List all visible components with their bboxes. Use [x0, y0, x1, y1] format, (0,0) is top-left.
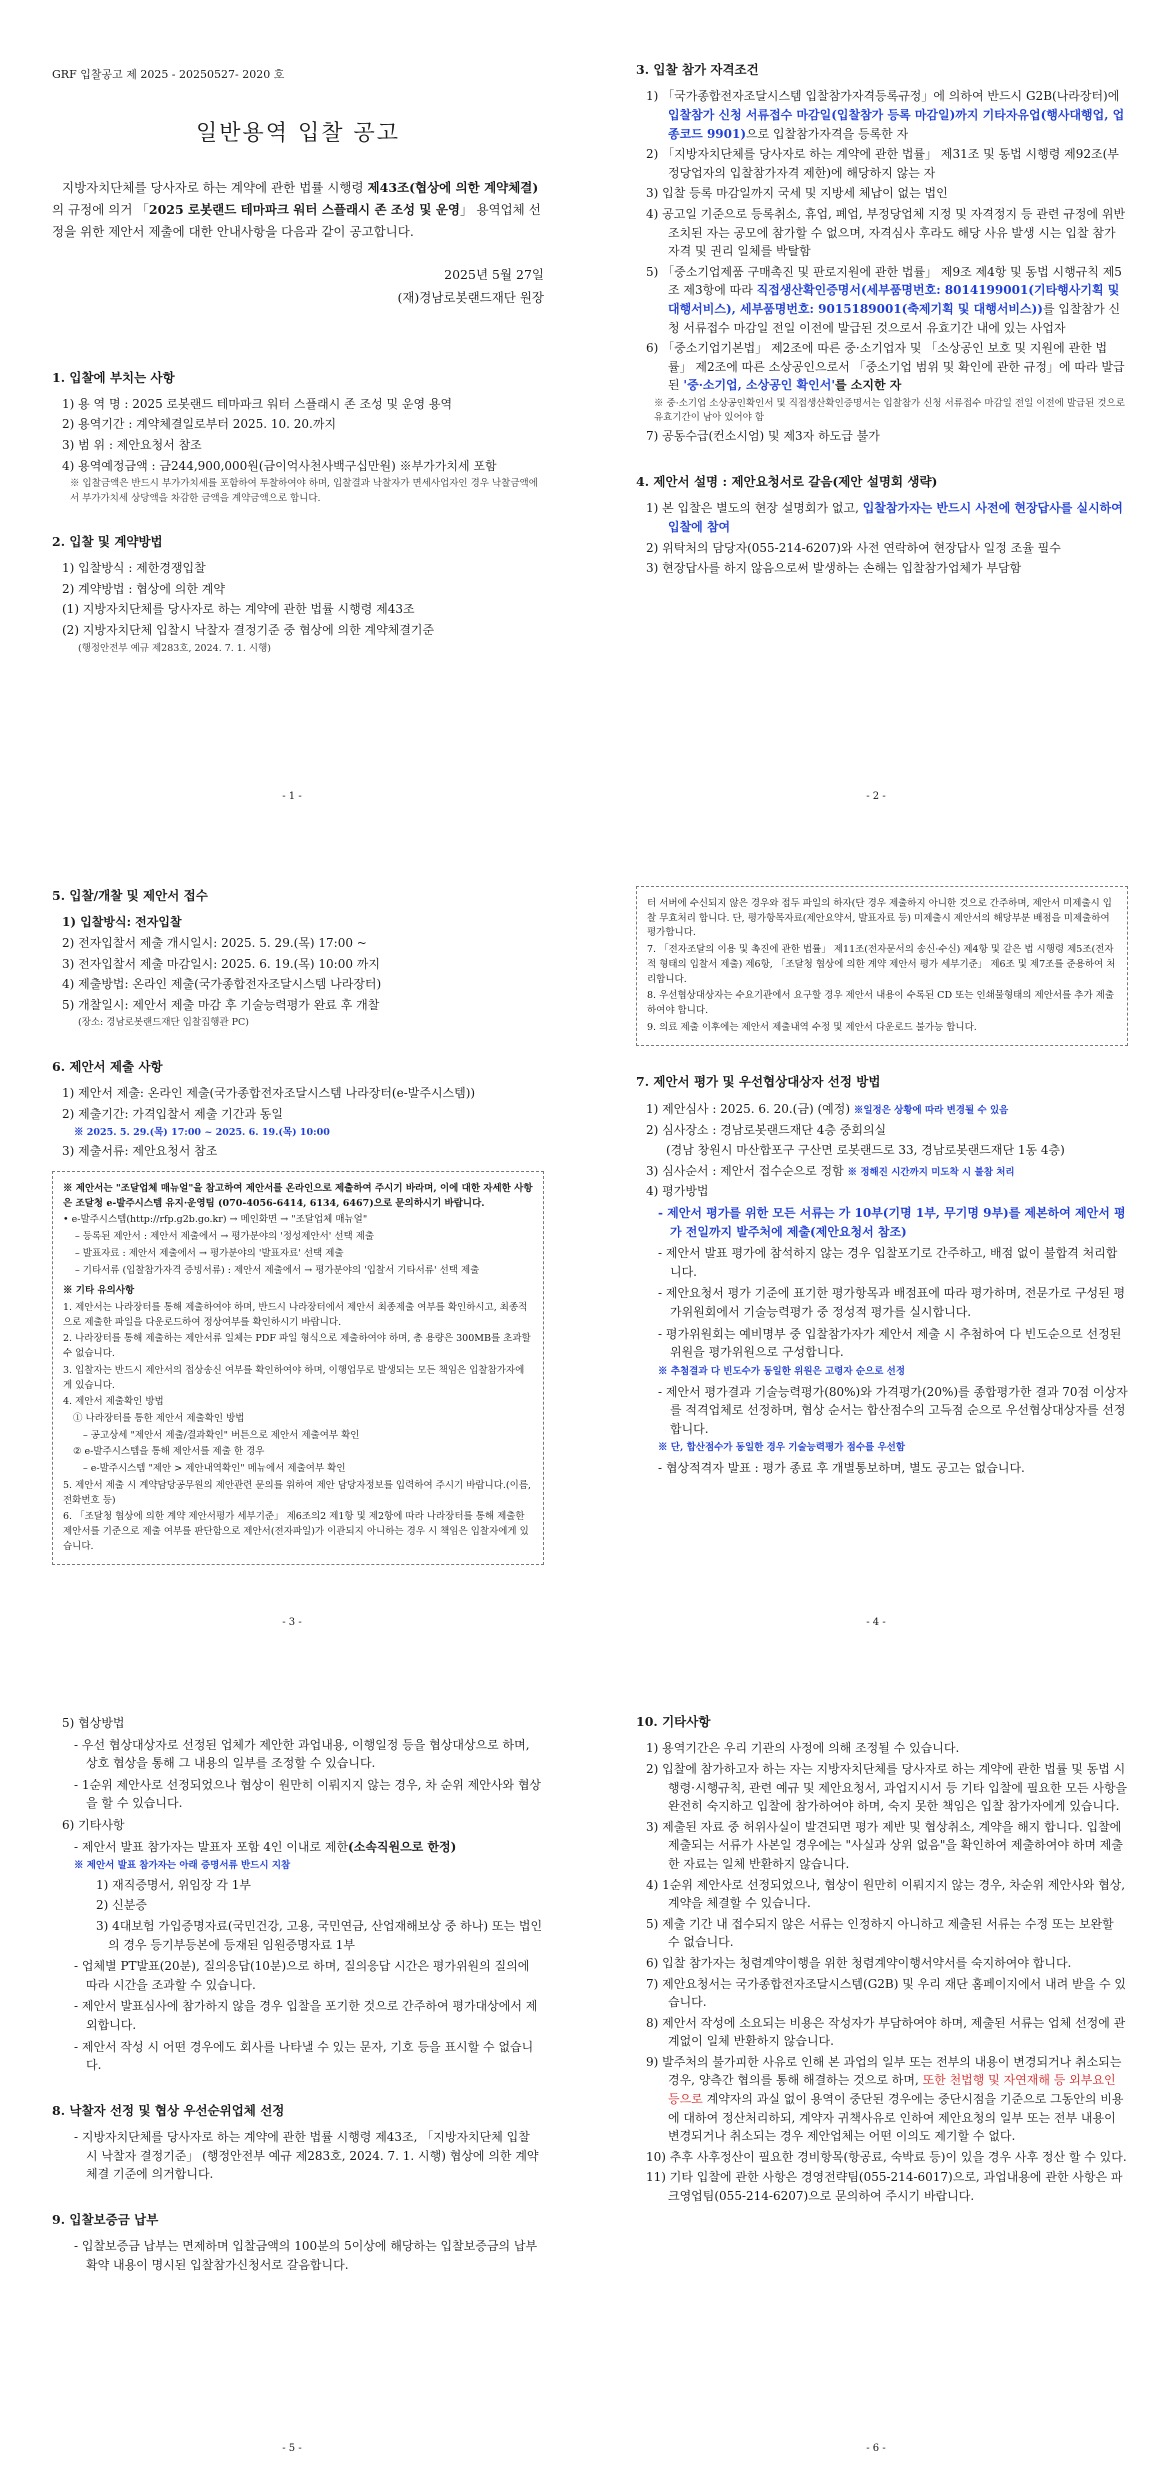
list-item: 7) 제안요청서는 국가종합전자조달시스템(G2B) 및 우리 재단 홈페이지에서 내려 받을 수 있습니다.: [646, 1976, 1126, 2010]
list-item: 5) 「중소기업제품 구매촉진 및 판로지원에 관한 법률」 제9조 제4항 및 동법 시행규칙 제5조 제3항에 따라 직접생산확인증명서(세부품명번호: 8014199001(기타행사기획 및 대행서비스), 세부품명번호: 9015189001(축제기획 및 대행서비스))를 입찰참가 신청 서류접수 마감일 전일 이전에 발급된 것으로서 유효기간 내에 있는 사업자: [646, 264, 1122, 335]
box-line: ② e-발주시스템을 통해 제안서를 제출 한 경우: [73, 1446, 265, 1458]
page-3: [0, 826, 584, 1652]
list-item: 6) 입찰 참가자는 청렴계약이행을 위한 청렴계약이행서약서를 숙지하여야 합니다.: [646, 1955, 1072, 1970]
list-item: 10) 추후 사후정산이 필요한 경비항목(항공료, 숙박료 등)이 있을 경우 사후 정산 할 수 있다.: [646, 2149, 1127, 2164]
box-line: 7. 「전자조달의 이용 및 촉진에 관한 법률」 제11조(전자문서의 송신·수신) 제4항 및 같은 법 시행령 제5조(전자적 형태의 입찰서 제출) 제6항, 「조달청 협상에 의한 계약 제안서 평가 세부기준」 제6조 및 제7조를 준용하여 처리합니다.: [647, 944, 1116, 985]
list-item: 5) 제출 기간 내 접수되지 않은 서류는 인정하지 아니하고 제출된 서류는 수정 또는 보완할 수 없습니다.: [646, 1916, 1114, 1950]
list-item: 7) 공동수급(컨소시엄) 및 제3자 하도급 불가: [646, 429, 880, 444]
list-item: 6) 기타사항: [62, 1817, 125, 1832]
box-line: 터 서버에 수신되지 않은 경우와 접두 파일의 하자(단 경우 제출하지 아니한 것으로 간주하며, 제안서 미제출시 입찰 무효처리 합니다. 단, 평가항목자료(제안요약서, 발표자료 등) 미제출시 제안서의 해당부분 배점을 미제출하여 평가합니다.: [647, 898, 1112, 939]
list-item: 4) 1순위 제안사로 선정되었으나, 협상이 원만히 이뤄지지 않는 경우, 차순위 제안사와 협상, 계약을 체결할 수 있습니다.: [646, 1877, 1126, 1911]
box-line: – 발표자료 : 제안서 제출에서 → 평가분야의 '발표자료' 선택 제출: [75, 1247, 344, 1259]
section-9-title: 9. 입찰보증금 납부: [52, 2211, 159, 2227]
list-item: 4) 공고일 기준으로 등록취소, 휴업, 폐업, 부정당업체 지정 및 자격정지 등 관련 규정에 위반 조치된 자는 공모에 참가할 수 없으며, 자격심사 후라도 해당 사유 발생 시는 입찰 참가 자격 및 권리 일체를 박탈함: [646, 206, 1126, 259]
list-item: 2) 제출기간: 가격입찰서 제출 기간과 동일: [62, 1107, 283, 1122]
list-item: 3) 제출된 자료 중 허위사실이 발견되면 평가 제반 및 협상취소, 계약을 해지 합니다. 입찰에 제출되는 서류가 사본일 경우에는 "사실과 상위 없음"을 확인하여 제출하여야 하며 제출한 자료는 일체 반환하지 않습니다.: [646, 1819, 1123, 1871]
dash-item: - 지방자치단체를 당사자로 하는 계약에 관한 법률 시행령 제43조, 「지방자치단체 입찰 시 낙찰자 결정기준」 (행정안전부 예규 제283호, 2024. 7. 1. 시행) 협상에 의한 계약체결 기준에 의거합니다.: [74, 2130, 539, 2182]
dash-item: - 업체별 PT발표(20분), 질의응답(10분)으로 하며, 질의응답 시간은 평가위원의 질의에 따라 시간을 조과할 수 있습니다.: [74, 1959, 530, 1992]
box-line: • e-발주시스템(http://rfp.g2b.go.kr) → 메인화면 → "조달업체 매뉴얼": [63, 1214, 368, 1226]
list-item: 5) 개찰일시: 제안서 제출 마감 후 기술능력평가 완료 후 개찰: [62, 997, 380, 1012]
list-item: 3) 제출서류: 제안요청서 참조: [62, 1144, 218, 1159]
section-5-title: 5. 입찰/개찰 및 제안서 접수: [52, 888, 208, 903]
dash-item: - 제안서 발표 참가자는 발표자 포함 4인 이내로 제한(소속직원으로 한정): [74, 1839, 457, 1854]
list-item: 2) 위탁처의 담당자(055-214-6207)와 사전 연락하여 현장답사 일정 조율 필수: [646, 540, 1061, 555]
list-item: 2) 입찰에 참가하고자 하는 자는 지방자치단체를 당사자로 하는 계약에 관한 법률 및 동법 시행령·시행규칙, 관련 예규 및 제안요청서, 과업지시서 등 기타 입찰에 필요한 모든 사항을 완전히 숙지하고 입찰에 참가하여야 하며, 숙지 못한 책임은 입찰 참가자에게 있습니다.: [646, 1761, 1128, 1814]
section-7-title: 7. 제안서 평가 및 우선협상대상자 선정 방법: [636, 1074, 881, 1090]
note-tag: ※ 단, 합산점수가 동일한 경우 기술능력평가 점수를 우선함: [658, 1442, 906, 1454]
footnote: (행정안전부 예규 제283호, 2024. 7. 1. 시행): [78, 642, 271, 654]
page-4: [584, 826, 1168, 1652]
dash-item: - 제안서 발표 평가에 참석하지 않는 경우 입찰포기로 간주하고, 배점 없이 불합격 처리합니다.: [658, 1246, 1118, 1279]
dash-item: - 제안요청서 평가 기준에 표기한 평가항목과 배점표에 따라 평가하며, 전문가로 구성된 평가위원회에서 기술능력평가 중 정성적 평가를 실시합니다.: [658, 1286, 1126, 1320]
list-item: 3) 전자입찰서 제출 마감일시: 2025. 6. 19.(목) 10:00 까지: [62, 956, 380, 971]
page-number: - 2 -: [866, 790, 886, 802]
list-item: (2) 지방자치단체 입찰시 낙찰자 결정기준 중 협상에 의한 계약체결기준: [62, 622, 435, 637]
page-number: - 6 -: [866, 2442, 886, 2454]
footnote: ※ 중·소기업 소상공인확인서 및 직접생산확인증명서는 입찰참가 신청 서류접수 마감일 전일 이전에 발급된 것으로 유효기간이 남아 있어야 함: [654, 397, 1125, 424]
list-item: 8) 제안서 작성에 소요되는 비용은 작성자가 부담하여야 하며, 제출된 서류는 업체 선정에 관계없이 일체 반환하지 않습니다.: [646, 2015, 1126, 2049]
intro-paragraph: 지방자치단체를 당사자로 하는 계약에 관한 법률 시행령 제43조(협상에 의한 계약체결)의 규정에 의거 「2025 로봇랜드 테마파크 워터 스플래시 존 조성 및 운영」 용역업체 선정을 위한 제안서 제출에 대한 안내사항을 다음과 같이 공고합니다.: [52, 180, 541, 239]
section-10-title: 10. 기타사항: [636, 1714, 711, 1729]
box-line: 9. 의료 제출 이후에는 제안서 제출내역 수정 및 제안서 다운로드 불가능 합니다.: [647, 1021, 977, 1033]
list-item: 3) 현장답사를 하지 않음으로써 발생하는 손해는 입찰참가업체가 부담함: [646, 561, 1022, 576]
footnote: (장소: 경남로봇랜드재단 입찰집행관 PC): [78, 1017, 249, 1029]
list-item: 1) 제안서 제출: 온라인 제출(국가종합전자조달시스템 나라장터(e-발주시스템)): [62, 1086, 476, 1101]
list-item: 9) 발주처의 불가피한 사유로 인해 본 과업의 일부 또는 전부의 내용이 변경되거나 취소되는 경우, 양측간 협의를 통해 해결하는 것으로 하며, 또한 천법행 및 자연재해 등 외부요인 등으로 계약자의 과실 없이 용역이 중단된 경우에는 중단시점을 기준으로 그동안의 비용에 대하여 정산처리하되, 계약자 귀책사유로 인하여 제안요청의 일부 또는 전부 내용이 변경되거나 취소되는 경우 제안업체는 어떤 이의도 제기할 수 없다.: [646, 2054, 1124, 2144]
section-2-title: 2. 입찰 및 계약방법: [52, 533, 163, 549]
box-line: – 기타서류 (입찰참가자격 증빙서류) : 제안서 제출에서 → 평가분야의 '입찰서 기타서류' 선택 제출: [75, 1264, 480, 1276]
list-item: 3) 범 위 : 제안요청서 참조: [62, 438, 202, 453]
list-item: 1) 입찰방식 : 제한경쟁입찰: [62, 561, 206, 576]
list-item: 1) 제안심사 : 2025. 6. 20.(금) (예정) ※일정은 상황에 따라 변경될 수 있음: [646, 1101, 1009, 1116]
box-line: 4. 제안서 제출확인 방법: [63, 1396, 164, 1408]
notice-box: [52, 1171, 544, 1566]
box-line: – e-발주시스템 "제안 > 제안내역확인" 메뉴에서 제출여부 확인: [83, 1463, 346, 1475]
period-tag: ※ 2025. 5. 29.(목) 17:00 ~ 2025. 6. 19.(목) 10:00: [74, 1126, 330, 1138]
list-item: 4) 용역예정금액 : 금244,900,000원(금이억사천사백구십만원) ※부가가치세 포함: [62, 458, 497, 473]
list-item: 1) 입찰방식: 전자입찰: [62, 915, 182, 930]
footnote: ※ 입찰금액은 반드시 부가가치세를 포함하여 투찰하여야 하며, 입찰결과 낙찰자가 면세사업자인 경우 낙찰금액에서 부가가치세 상당액을 차감한 금액을 계약금액으로 합니다.: [70, 478, 538, 504]
box-line: ※ 기타 유의사항: [63, 1285, 135, 1297]
list-item: 11) 기타 입찰에 관한 사항은 경영전략팀(055-214-6017)으로, 과업내용에 관한 사항은 파크영업팀(055-214-6207)으로 문의하여 주시기 바랍니다.: [646, 2170, 1123, 2204]
list-item: (1) 지방자치단체를 당사자로 하는 계약에 관한 법률 시행령 제43조: [62, 602, 415, 617]
list-item: 2) 「지방자치단체를 당사자로 하는 계약에 관한 법률」 제31조 및 동법 시행령 제92조(부정당업자의 입찰참가자격 제한)에 해당하지 않는 자: [646, 147, 1119, 180]
page-1: [0, 0, 584, 826]
box-line: ① 나라장터를 통한 제안서 제출확인 방법: [73, 1413, 245, 1424]
list-item: 2) 전자입찰서 제출 개시일시: 2025. 5. 29.(목) 17:00 ~: [62, 935, 367, 950]
list-item: 2) 계약방법 : 협상에 의한 계약: [62, 581, 225, 596]
box-line: 5. 제안서 제출 시 계약담당공무원의 제안관련 문의를 위하여 제안 담당자정보를 입력하여 주시기 바랍니다.(이름, 전화번호 등): [63, 1479, 532, 1506]
box-line: 1. 제안서는 나라장터를 통해 제출하여야 하며, 반드시 나라장터에서 제안서 최종제출 여부를 확인하시고, 최종적으로 제출한 파일을 다운로드하여 정상여부를 확인하시기 바랍니다.: [63, 1301, 528, 1328]
box-line: 3. 입찰자는 반드시 제안서의 접상송신 여부를 확인하여야 하며, 이행업무로 발생되는 모든 책임은 입찰참가자에게 있습니다.: [63, 1364, 525, 1391]
dash-item: - 제안서 평가결과 기술능력평가(80%)와 가격평가(20%)를 종합평가한 결과 70점 이상자를 적격업체로 선정하며, 협상 순서는 합산점수의 고득점 순으로 우선협상대상자를 선정합니다.: [658, 1384, 1128, 1436]
list-item: 1) 용역기간은 우리 기관의 사정에 의해 조정될 수 있습니다.: [646, 1741, 960, 1756]
box-line: – 등록된 제안서 : 제안서 제출에서 → 평가분야의 '정성제안서' 선택 제출: [75, 1231, 375, 1243]
box-line: ※ 제안서는 "조달업체 매뉴얼"을 참고하여 제안서를 온라인으로 제출하여 주시기 바라며, 이에 대한 자세한 사항은 조달청 e-발주시스템 유지·운영팀 (070-4056-6414, 6134, 6467)으로 문의하시기 바랍니다.: [63, 1182, 533, 1209]
list-item: 1) 본 입찰은 별도의 현장 설명회가 없고, 입찰참가자는 반드시 사전에 현장답사를 실시하여 입찰에 참여: [646, 501, 1123, 534]
list-item: 2) 용역기간 : 계약체결일로부터 2025. 10. 20.까지: [62, 417, 337, 432]
dash-item: - 평가위원회는 예비명부 중 입찰참가자가 제안서 제출 시 추첨하여 다 빈도순으로 선정된 위원을 평가위원으로 구성합니다.: [658, 1326, 1122, 1360]
signer: (재)경남로봇랜드재단 원장: [397, 290, 544, 306]
box-line: – 공고상세 "제안서 제출/결과확인" 버튼으로 제안서 제출여부 확인: [83, 1429, 360, 1441]
box-line: 8. 우선협상대상자는 수요기관에서 요구할 경우 제안서 내용이 수록된 CD 또는 인쇄물형태의 제안서를 추가 제출하여야 합니다.: [647, 990, 1114, 1017]
list-item: 3) 심사순서 : 제안서 접수순으로 정함 ※ 정해진 시간까지 미도착 시 불참 처리: [646, 1163, 1015, 1178]
dash-item: - 우선 협상대상자로 선정된 업체가 제안한 과업내용, 이행일정 등을 협상대상으로 하며, 상호 협상을 통해 그 내용의 일부를 조정할 수 있습니다.: [74, 1737, 530, 1771]
dash-item: - 협상적격자 발표 : 평가 종료 후 개별통보하며, 별도 공고는 없습니다.: [658, 1461, 1025, 1476]
list-item: 2) 심사장소 : 경남로봇랜드재단 4층 중회의실: [646, 1122, 887, 1137]
section-8-title: 8. 낙찰자 선정 및 협상 우선순위업체 선정: [52, 2102, 285, 2118]
list-item: 2) 신분증: [96, 1898, 147, 1913]
box-line: 6. 「조달청 협상에 의한 계약 제안서평가 세부기준」 제6조의2 제1항 및 제2항에 따라 나라장터를 통해 제출한 제안서를 기준으로 제출 여부를 판단함으로 제안서(전자파일)가 이관되지 아니하는 경우 시 책임은 입찰자에게 있습니다.: [63, 1511, 529, 1552]
document-title: 일반용역 입찰 공고: [195, 121, 400, 147]
page-2: [584, 0, 1168, 826]
list-item: 1) 용 역 명 : 2025 로봇랜드 테마파크 워터 스플래시 존 조성 및 운영 용역: [62, 396, 453, 411]
page-number: - 4 -: [866, 1616, 886, 1628]
list-item: (경남 창원시 마산합포구 구산면 로봇랜드로 33, 경남로봇랜드재단 1동 4층): [666, 1143, 1065, 1158]
page-number: - 5 -: [282, 2442, 302, 2454]
box-line: 2. 나라장터를 통해 제출하는 제안서류 일체는 PDF 파일 형식으로 제출하여야 하며, 총 용량은 300MB를 초과할 수 없습니다.: [63, 1333, 531, 1360]
dash-item: - 제안서 평가를 위한 모든 서류는 가 10부(기명 1부, 무기명 9부)를 제본하여 제안서 평가 전일까지 발주처에 제출(제안요청서 참조): [658, 1206, 1126, 1239]
section-6-title: 6. 제안서 제출 사항: [52, 1059, 163, 1075]
dash-item: - 제안서 발표심사에 참가하지 않을 경우 입찰을 포기한 것으로 간주하여 평가대상에서 제외합니다.: [74, 1999, 538, 2033]
section-1-title: 1. 입찰에 부치는 사항: [52, 369, 175, 385]
note-tag: ※ 추첨결과 다 빈도수가 동일한 위원은 고령자 순으로 선정: [658, 1365, 906, 1377]
list-item: 3) 입찰 등록 마감일까지 국세 및 지방세 체납이 없는 법인: [646, 186, 948, 201]
page-6: [584, 1652, 1168, 2478]
list-item: 6) 「중소기업기본법」 제2조에 따른 중·소기업자 및 「소상공인 보호 및 지원에 관한 법률」 제2조에 따른 소상공인으로서 「중소기업 범위 및 확인에 관한 규정」에 따라 발급된 '중·소기업, 소상공인 확인서'를 소지한 자: [646, 341, 1125, 393]
list-item: 3) 4대보험 가입증명자료(국민건강, 고용, 국민연금, 산업재해보상 중 하나) 또는 법인의 경우 등기부등본에 등재된 임원증명자료 1부: [96, 1919, 543, 1952]
note-tag: ※ 제안서 발표 참가자는 아래 증명서류 반드시 지참: [74, 1860, 291, 1872]
notice-box-continued: [636, 886, 1128, 1046]
page-number: - 3 -: [282, 1616, 302, 1628]
notice-number: GRF 입찰공고 제 2025 - 20250527- 2020 호: [52, 68, 285, 81]
list-item: 1) 「국가종합전자조달시스템 입찰참가자격등록규정」에 의하여 반드시 G2B(나라장터)에 입찰참가 신청 서류접수 마감일(입찰참가 등록 마감일)까지 기타자유업(행사대행업, 업종코드 9901)으로 입찰참가자격을 등록한 자: [646, 89, 1125, 141]
list-item: 5) 협상방법: [62, 1716, 125, 1730]
section-4-title: 4. 제안서 설명 : 제안요청서로 갈음(제안 설명회 생략): [636, 473, 938, 489]
notice-date: 2025년 5월 27일: [444, 266, 544, 282]
page-number: - 1 -: [282, 790, 302, 802]
list-item: 4) 평가방법: [646, 1184, 709, 1199]
dash-item: - 1순위 제안사로 선정되었으나 협상이 원만히 이뤄지지 않는 경우, 차 순위 제안사와 협상을 할 수 있습니다.: [74, 1777, 542, 1811]
dash-item: - 제안서 작성 시 어떤 경우에도 회사를 나타낼 수 있는 문자, 기호 등을 표시할 수 없습니다.: [74, 2039, 534, 2073]
page-5: [0, 1652, 584, 2478]
list-item: 1) 재직증명서, 위임장 각 1부: [96, 1877, 251, 1892]
section-3-title: 3. 입찰 참가 자격조건: [636, 62, 759, 77]
dash-item: - 입찰보증금 납부는 면제하며 입찰금액의 100분의 5이상에 해당하는 입찰보증금의 납부확약 내용이 명시된 입찰참가신청서로 갈음합니다.: [74, 2239, 538, 2272]
list-item: 4) 제출방법: 온라인 제출(국가종합전자조달시스템 나라장터): [62, 977, 382, 992]
